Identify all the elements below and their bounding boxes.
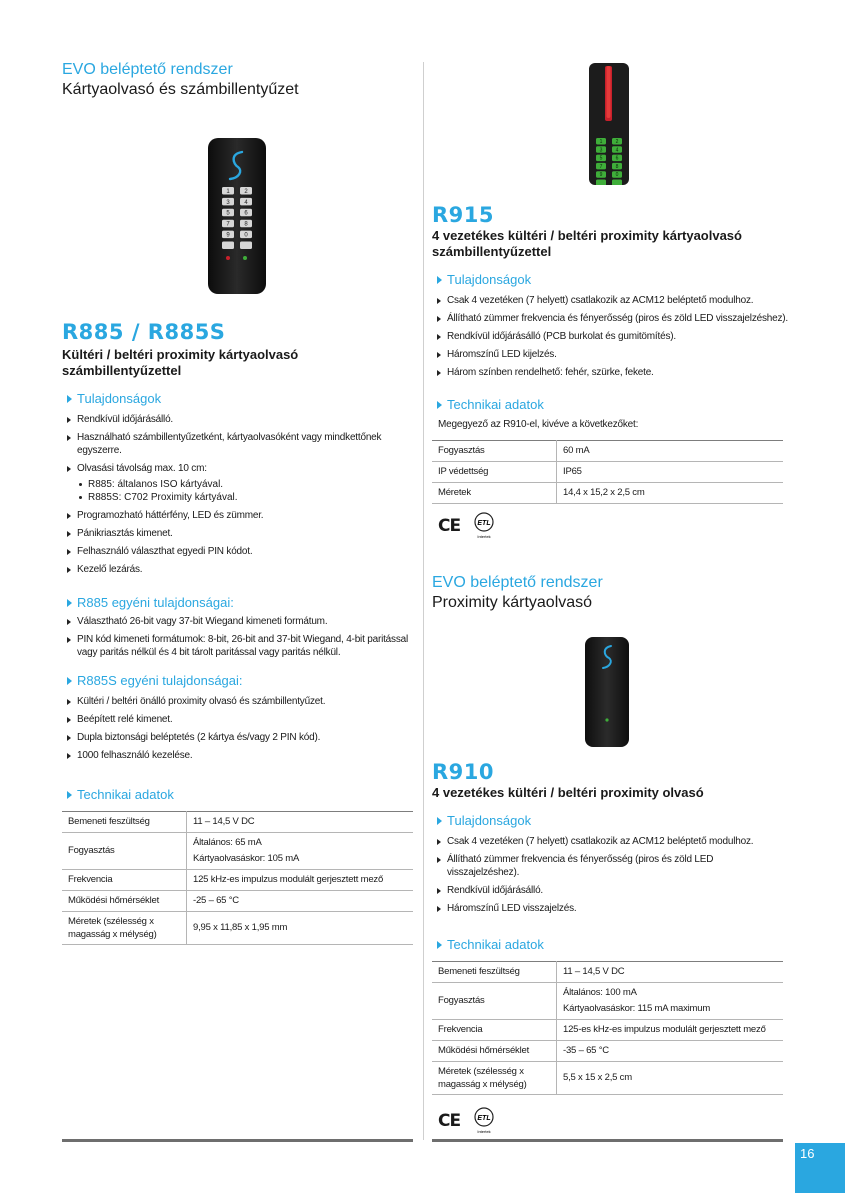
- triangle-bullet-icon: [67, 699, 71, 705]
- list-item: Rendkívül időjárásálló.: [437, 884, 737, 897]
- table-row: Bemeneti feszültség 11 – 14,5 V DC: [432, 962, 783, 983]
- r885-features-list: [67, 413, 412, 581]
- r910-certification-marks: [438, 1107, 504, 1135]
- triangle-bullet-icon: [437, 857, 441, 863]
- triangle-bullet-icon: [437, 352, 441, 358]
- list-item: Olvasási távolság max. 10 cm:: [67, 462, 412, 475]
- triangle-bullet-icon: [437, 839, 441, 845]
- r885-subtitle-line-1: Kültéri / beltéri proximity kártyaolvasó: [62, 347, 299, 362]
- r910-features-list: [437, 835, 754, 920]
- triangle-bullet-icon: [437, 316, 441, 322]
- table-row: Fogyasztás Általános: 65 mA Kártyaolvasáskor: 105 mA: [62, 833, 413, 870]
- keypad-key: [612, 180, 622, 186]
- list-item: Rendkívül időjárásálló.: [67, 413, 412, 426]
- page-number-box: [795, 1143, 845, 1193]
- r915-subtitle-line-2: számbillentyűzettel: [432, 244, 552, 259]
- right-evo-subtitle: Proximity kártyaolvasó: [432, 594, 593, 611]
- r910-model-title: R910: [432, 760, 495, 784]
- keypad-key-label: 8: [244, 221, 248, 228]
- r910-features-heading: [437, 813, 531, 828]
- table-row: Méretek (szélesség x magasság x mélység) 5,5 x 15 x 2,5 cm: [432, 1062, 783, 1095]
- keypad-key-label: 9: [599, 172, 603, 179]
- keypad-key-label: 7: [599, 163, 603, 170]
- keypad-key-label: 2: [615, 139, 619, 145]
- r915-features-heading: [437, 272, 531, 287]
- triangle-bullet-icon: [67, 637, 71, 643]
- r915-spec-table: [432, 440, 783, 504]
- keypad-key-label: 4: [615, 147, 619, 154]
- triangle-bullet-icon: [67, 513, 71, 519]
- list-item: Felhasználó választhat egyedi PIN kódot.: [67, 545, 412, 558]
- r910-features-title: Tulajdonságok: [447, 813, 532, 828]
- triangle-bullet-icon: [67, 531, 71, 537]
- keypad-key: [222, 242, 234, 250]
- keypad-key-label: 1: [599, 139, 603, 145]
- keypad-key-label: 0: [615, 172, 619, 179]
- table-row: Méretek (szélesség x magasság x mélység) 9,95 x 11,85 x 1,95 mm: [62, 912, 413, 945]
- triangle-bullet-icon: [67, 417, 71, 423]
- list-item: PIN kód kimeneti formátumok: 8-bit, 26-bit and 37-bit Wiegand, 4-bit paritással vagy paritás nélkül és 4 bit tárolt paritással vagy paritás nélkül.: [67, 633, 412, 659]
- triangle-bullet-icon: [437, 370, 441, 376]
- triangle-bullet-icon: [437, 276, 442, 284]
- list-item: Választható 26-bit vagy 37-bit Wiegand kimeneti formátum.: [67, 615, 412, 628]
- sub-list-item: R885S: C702 Proximity kártyával.: [79, 491, 412, 504]
- keypad-key-label: 4: [244, 199, 248, 206]
- r885s-specific-heading: [67, 673, 243, 688]
- keypad-key-label: 3: [226, 199, 230, 206]
- triangle-bullet-icon: [67, 549, 71, 555]
- r885-subtitle-line-2: számbillentyűzettel: [62, 363, 182, 378]
- etl-intertek-text: Intertek: [477, 534, 491, 539]
- table-row: Működési hőmérséklet -35 – 65 °C: [432, 1041, 783, 1062]
- r885-specific-list: [67, 615, 412, 664]
- list-item: Háromszínű LED visszajelzés.: [437, 902, 737, 915]
- triangle-bullet-icon: [437, 941, 442, 949]
- list-item: Kültéri / beltéri önálló proximity olvasó és számbillentyűzet.: [67, 695, 412, 708]
- table-row: IP védettség IP65: [432, 462, 783, 483]
- r910-tech-heading: [437, 937, 544, 952]
- r915-model-subtitle: [432, 228, 812, 260]
- list-item: Használható számbillentyűzetként, kártyaolvasóként vagy mindkettőnek egyszerre.: [67, 431, 412, 457]
- keypad-key-label: 5: [599, 155, 603, 162]
- triangle-bullet-icon: [67, 753, 71, 759]
- triangle-bullet-icon: [437, 906, 441, 912]
- left-evo-subtitle: Kártyaolvasó és számbillentyűzet: [62, 81, 299, 98]
- r915-tech-note: Megegyező az R910-el, kivéve a következőket:: [438, 419, 639, 430]
- keypad-key-label: 6: [244, 210, 248, 217]
- etl-intertek-text: Intertek: [477, 1129, 491, 1134]
- r885-tech-heading: [67, 787, 174, 802]
- etl-mark-icon: [470, 512, 504, 540]
- list-item: Állítható zümmer frekvencia és fényerősség (piros és zöld LED visszajelzéshez).: [437, 312, 797, 325]
- r885-model-subtitle: [62, 347, 402, 379]
- list-item: Állítható zümmer frekvencia és fényerősség (piros és zöld LED visszajelzéshez).: [437, 853, 737, 879]
- triangle-bullet-icon: [67, 791, 72, 799]
- table-row: Frekvencia 125-es kHz-es impulzus modulált gerjesztett mező: [432, 1020, 783, 1041]
- keypad-key-label: 8: [615, 163, 619, 170]
- triangle-bullet-icon: [437, 334, 441, 340]
- r885-device-image: [206, 137, 268, 295]
- r915-certification-marks: [438, 512, 504, 540]
- r885-features-title: Tulajdonságok: [77, 391, 162, 406]
- list-item: Csak 4 vezetéken (7 helyett) csatlakozik az ACM12 beléptető modulhoz.: [437, 835, 737, 848]
- r885-features-heading: [67, 391, 161, 406]
- r915-features-list: [437, 294, 797, 384]
- table-row: Bemeneti feszültség 11 – 14,5 V DC: [62, 812, 413, 833]
- r910-spec-table: [432, 961, 783, 1095]
- r885s-specific-list: [67, 695, 412, 767]
- page-number: 16: [800, 1146, 815, 1161]
- list-item: Pánikriasztás kimenet.: [67, 527, 412, 540]
- r885-specific-title: R885 egyéni tulajdonságai:: [77, 595, 234, 610]
- triangle-bullet-icon: [437, 817, 442, 825]
- r885-tech-title: Technikai adatok: [77, 787, 174, 802]
- list-item: Dupla biztonsági beléptetés (2 kártya és/vagy 2 PIN kód).: [67, 731, 412, 744]
- triangle-bullet-icon: [67, 677, 72, 685]
- list-item: Kezelő lezárás.: [67, 563, 412, 576]
- r885s-specific-title: R885S egyéni tulajdonságai:: [77, 673, 243, 688]
- triangle-bullet-icon: [67, 395, 72, 403]
- bullet-dot-icon: [79, 483, 82, 486]
- triangle-bullet-icon: [67, 735, 71, 741]
- keypad-key: [240, 242, 252, 250]
- triangle-bullet-icon: [67, 717, 71, 723]
- list-item: Három színben rendelhető: fehér, szürke, fekete.: [437, 366, 797, 379]
- list-item: Programozható háttérfény, LED és zümmer.: [67, 509, 412, 522]
- r910-tech-title: Technikai adatok: [447, 937, 544, 952]
- etl-mark-icon: [470, 1107, 504, 1135]
- r915-features-title: Tulajdonságok: [447, 272, 532, 287]
- keypad-key-label: 5: [226, 210, 230, 217]
- ce-mark-icon: CE: [438, 1111, 461, 1131]
- list-item: Csak 4 vezetéken (7 helyett) csatlakozik az ACM12 beléptető modulhoz.: [437, 294, 797, 307]
- left-footer-bar: [62, 1139, 413, 1142]
- table-row: Frekvencia 125 kHz-es impulzus modulált gerjesztett mező: [62, 870, 413, 891]
- triangle-bullet-icon: [67, 567, 71, 573]
- r910-model-subtitle: 4 vezetékes kültéri / beltéri proximity olvasó: [432, 785, 704, 800]
- left-evo-title: EVO beléptető rendszer: [62, 61, 233, 78]
- table-row: Méretek 14,4 x 15,2 x 2,5 cm: [432, 483, 783, 504]
- triangle-bullet-icon: [67, 599, 72, 607]
- list-item: 1000 felhasználó kezelése.: [67, 749, 412, 762]
- r915-subtitle-line-1: 4 vezetékes kültéri / beltéri proximity kártyaolvasó: [432, 228, 742, 243]
- table-row: Fogyasztás 60 mA: [432, 441, 783, 462]
- keypad-key-label: 6: [615, 155, 619, 162]
- r915-model-title: R915: [432, 203, 495, 227]
- r885-specific-heading: [67, 595, 234, 610]
- triangle-bullet-icon: [67, 435, 71, 441]
- keypad-key-label: 3: [599, 147, 603, 154]
- triangle-bullet-icon: [437, 888, 441, 894]
- column-divider: [423, 62, 424, 1140]
- right-evo-title: EVO beléptető rendszer: [432, 574, 603, 591]
- bullet-dot-icon: [79, 496, 82, 499]
- etl-mark-text: ETL: [477, 1115, 491, 1122]
- r915-device-image: [588, 63, 630, 185]
- list-item: Háromszínű LED kijelzés.: [437, 348, 797, 361]
- list-item: Rendkívül időjárásálló (PCB burkolat és gumitömítés).: [437, 330, 797, 343]
- r915-tech-heading: [437, 397, 544, 412]
- r915-tech-title: Technikai adatok: [447, 397, 544, 412]
- keypad-key-label: 9: [226, 232, 230, 239]
- table-row: Fogyasztás Általános: 100 mA Kártyaolvasáskor: 115 mA maximum: [432, 983, 783, 1020]
- right-footer-bar: [432, 1139, 783, 1142]
- keypad-key-label: 0: [244, 232, 248, 239]
- triangle-bullet-icon: [437, 298, 441, 304]
- keypad-key-label: 1: [226, 188, 230, 195]
- triangle-bullet-icon: [437, 401, 442, 409]
- triangle-bullet-icon: [67, 466, 71, 472]
- ce-mark-icon: CE: [438, 516, 461, 536]
- keypad-key-label: 7: [226, 221, 230, 228]
- r885-spec-table: [62, 811, 413, 945]
- r885-model-title: R885 / R885S: [62, 320, 226, 344]
- keypad-key-label: 2: [244, 188, 248, 195]
- triangle-bullet-icon: [67, 619, 71, 625]
- etl-mark-text: ETL: [477, 520, 491, 527]
- table-row: Működési hőmérséklet -25 – 65 °C: [62, 891, 413, 912]
- list-item: Beépített relé kimenet.: [67, 713, 412, 726]
- sub-list-item: R885: általanos ISO kártyával.: [79, 478, 412, 491]
- keypad-key: [596, 180, 606, 186]
- r910-device-image: [584, 637, 630, 747]
